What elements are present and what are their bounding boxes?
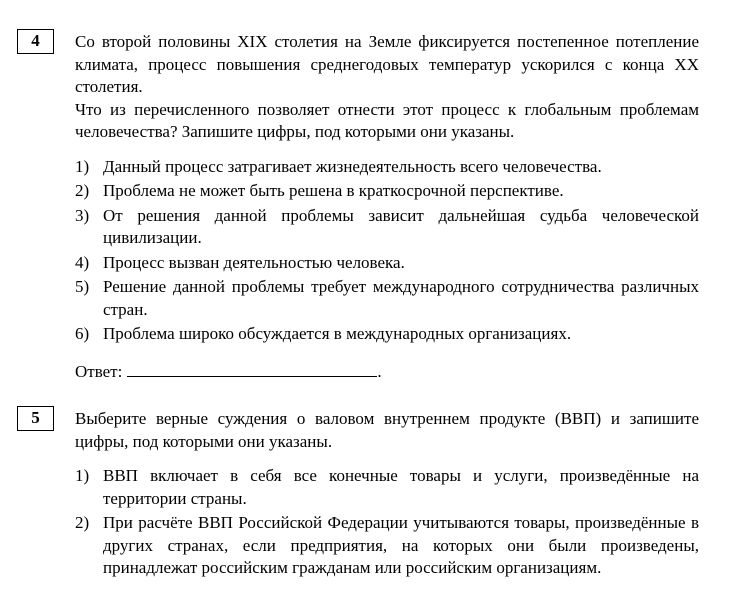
question-text: Со второй половины XIX столетия на Земле фиксируется постепенное потепление климата, процесс повышения среднегодовых температур ускорился с конца XX столетия. (75, 32, 699, 96)
option-number: 5) (75, 277, 90, 296)
option-number: 1) (75, 466, 90, 485)
option-text: Процесс вызван деятельностью человека. (103, 252, 405, 272)
task-number-box: 5 (17, 406, 54, 431)
option-item (75, 205, 699, 250)
answer-field[interactable] (127, 360, 377, 377)
option-text: При расчёте ВВП Российской Федерации учитываются товары, произведённые в других странах, если предприятия, на которых они были произведены, принадлежат российским гражданам или российским организациям. (103, 513, 699, 577)
option-text: Данный процесс затрагивает жизнедеятельность всего человечества. (103, 156, 602, 176)
answer-end: . (377, 361, 382, 381)
answer-row (75, 360, 699, 384)
option-item (75, 180, 699, 203)
answer-label: Ответ: (75, 361, 123, 381)
option-text: Решение данной проблемы требует международного сотрудничества различных стран. (103, 277, 699, 319)
option-item (75, 156, 699, 179)
option-item (75, 465, 699, 510)
option-item (75, 276, 699, 321)
option-number: 3) (75, 205, 90, 225)
options-list (75, 156, 699, 346)
option-number: 6) (75, 324, 90, 343)
option-item (75, 252, 699, 275)
option-number: 2) (75, 181, 90, 200)
question-text: Выберите верные суждения о валовом внутреннем продукте (ВВП) и запишите цифры, под которыми они указаны. (75, 409, 699, 451)
task-number-box: 4 (17, 29, 54, 54)
option-number: 2) (75, 513, 90, 532)
option-text: Проблема широко обсуждается в международных организациях. (103, 324, 572, 343)
option-item (75, 323, 699, 346)
option-number: 1) (75, 156, 90, 176)
options-list (75, 465, 699, 580)
option-text: Проблема не может быть решена в краткосрочной перспективе. (103, 181, 564, 200)
question-prompt: Что из перечисленного позволяет отнести этот процесс к глобальным проблемам человечества? Запишите цифры, под которыми они указаны. (75, 99, 699, 141)
task-content (75, 31, 699, 383)
task-content (75, 408, 699, 580)
option-item (75, 512, 699, 580)
option-text: ВВП включает в себя все конечные товары и услуги, произведённые на территории страны. (103, 466, 699, 508)
option-text: От решения данной проблемы зависит дальнейшая судьба человеческой цивилизации. (103, 205, 699, 247)
option-number: 4) (75, 252, 90, 272)
